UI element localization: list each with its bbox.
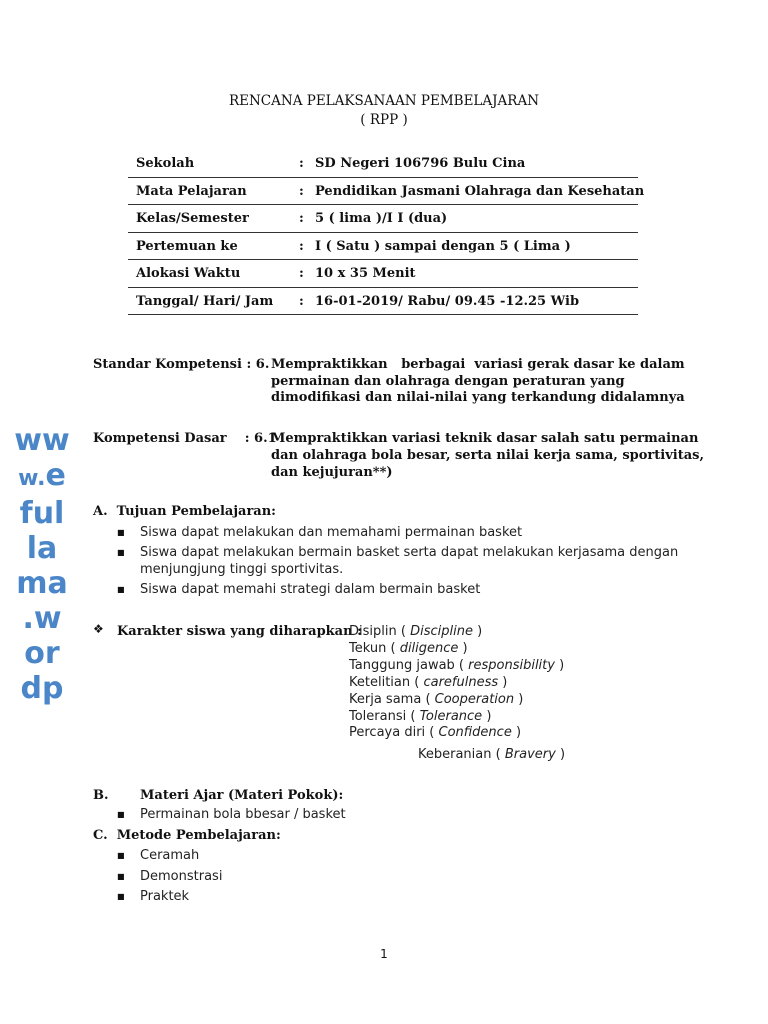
tujuan-item: Siswa dapat memahi strategi dalam bermain basket: [140, 582, 481, 597]
bullet-icon: ■: [117, 892, 125, 901]
watermark-line: ww: [14, 423, 70, 458]
info-row-tanggal: [128, 288, 638, 316]
tujuan-item: menjungjung tinggi sportivitas.: [140, 562, 344, 577]
standar-kompetensi-line: dimodifikasi dan nilai-nilai yang terkandung didalamnya: [271, 390, 685, 405]
info-label: Kelas/Semester: [136, 211, 249, 226]
materi-letter: B.: [93, 788, 109, 803]
materi-heading: Materi Ajar (Materi Pokok):: [140, 788, 344, 803]
info-row-pertemuan: [128, 233, 638, 261]
bullet-icon: ■: [117, 528, 125, 537]
bullet-icon: ■: [117, 872, 125, 881]
watermark-line: .w: [22, 601, 62, 636]
info-label: Sekolah: [136, 156, 195, 171]
standar-kompetensi-line: Mempraktikkan berbagai variasi gerak dasar ke dalam: [271, 357, 685, 372]
bullet-icon: ■: [117, 810, 125, 819]
standar-kompetensi-label: Standar Kompetensi : 6.: [93, 357, 270, 372]
metode-item: Demonstrasi: [140, 869, 223, 884]
metode-item: Ceramah: [140, 848, 200, 863]
watermark-line: dp: [20, 671, 64, 706]
page-number: 1: [380, 947, 388, 961]
info-label: Tanggal/ Hari/ Jam: [136, 293, 274, 309]
karakter-item: Tanggung jawab ( responsibility ): [349, 658, 565, 673]
bullet-icon: ■: [117, 851, 125, 860]
watermark-line: ma: [16, 566, 68, 601]
info-label: Pertemuan ke: [136, 238, 238, 254]
info-table: [128, 150, 645, 315]
info-label: Mata Pelajaran: [136, 183, 247, 199]
karakter-item: Percaya diri ( Confidence ): [349, 725, 522, 740]
karakter-item: Toleransi ( Tolerance ): [349, 709, 492, 724]
watermark-line: or: [24, 636, 60, 671]
kompetensi-dasar-line: Mempraktikkan variasi teknik dasar salah satu permainan: [271, 431, 699, 446]
info-value: Pendidikan Jasmani Olahraga dan Kesehatan: [315, 183, 645, 199]
info-separator: :: [299, 238, 304, 254]
tujuan-heading: A. Tujuan Pembelajaran:: [93, 504, 276, 519]
watermark-line: la: [26, 531, 58, 566]
info-value: I ( Satu ) sampai dengan 5 ( Lima ): [315, 238, 571, 254]
bullet-icon: ■: [117, 548, 125, 557]
document-title: RENCANA PELAKSANAAN PEMBELAJARAN: [228, 93, 540, 109]
info-separator: :: [299, 293, 304, 309]
karakter-item: Disiplin ( Discipline ): [349, 624, 483, 639]
info-row-sekolah: [128, 150, 638, 178]
kompetensi-dasar-label: Kompetensi Dasar : 6.1: [93, 431, 277, 446]
info-separator: :: [299, 211, 304, 226]
karakter-item: Tekun ( diligence ): [349, 641, 468, 656]
info-row-mata-pelajaran: [128, 178, 645, 206]
metode-item: Praktek: [140, 889, 190, 904]
info-row-alokasi-waktu: [128, 260, 638, 288]
watermark-line: w.e: [18, 458, 66, 493]
tujuan-item: Siswa dapat melakukan dan memahami permainan basket: [140, 525, 523, 540]
karakter-item: Kerja sama ( Cooperation ): [349, 692, 524, 707]
karakter-item: Ketelitian ( carefulness ): [349, 675, 508, 690]
bullet-icon: ■: [117, 585, 125, 594]
metode-heading: C. Metode Pembelajaran:: [93, 828, 281, 843]
info-separator: :: [299, 266, 304, 281]
diamond-bullet-icon: ❖: [93, 622, 104, 636]
info-label: Alokasi Waktu: [136, 266, 241, 281]
standar-kompetensi-line: permainan dan olahraga dengan peraturan yang: [271, 374, 625, 389]
kompetensi-dasar-line: dan olahraga bola besar, serta nilai kerja sama, sportivitas,: [271, 448, 704, 463]
kompetensi-dasar-line: dan kejujuran**): [271, 465, 393, 480]
info-value: 5 ( lima )/I I (dua): [315, 211, 448, 226]
info-separator: :: [299, 156, 304, 171]
document-subtitle: ( RPP ): [360, 112, 408, 128]
watermark: [10, 423, 74, 706]
tujuan-item: Siswa dapat melakukan bermain basket serta dapat melakukan kerjasama dengan: [140, 545, 679, 560]
info-value: 16-01-2019/ Rabu/ 09.45 -12.25 Wib: [315, 293, 580, 309]
info-separator: :: [299, 183, 304, 199]
materi-item: Permainan bola bbesar / basket: [140, 807, 346, 822]
info-row-kelas-semester: [128, 205, 638, 233]
info-value: SD Negeri 106796 Bulu Cina: [315, 156, 526, 171]
watermark-line: ful: [19, 496, 65, 531]
karakter-item: Keberanian ( Bravery ): [418, 747, 566, 762]
karakter-heading: Karakter siswa yang diharapkan :: [117, 624, 362, 639]
info-value: 10 x 35 Menit: [315, 266, 416, 281]
